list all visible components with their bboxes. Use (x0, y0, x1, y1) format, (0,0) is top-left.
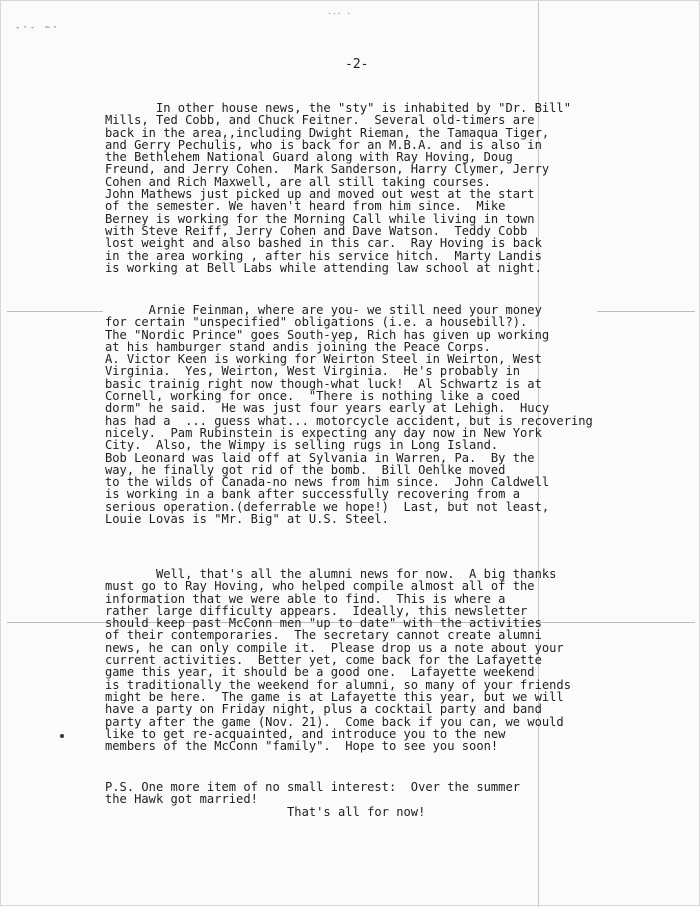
text-line: Cornell, working for once. "There is nothing like a coed (105, 389, 521, 404)
paragraph-alumni-updates (105, 304, 593, 525)
text-line: of their contemporaries. The secretary cannot create alumni (105, 628, 542, 643)
text-line: In other house news, the "sty" is inhabited by "Dr. Bill" (105, 101, 571, 115)
fold-line-right (597, 311, 695, 312)
text-line: Mills, Ted Cobb, and Chuck Feitner. Several old-timers are (105, 113, 535, 128)
text-line: Arnie Feinman, where are you- we still need your money (105, 303, 542, 317)
postscript (105, 781, 520, 818)
page-number: -2- (345, 57, 369, 72)
text-line: Berney is working for the Morning Call while living in town (105, 211, 535, 226)
text-line: basic trainig right now though-what luck! Al Schwartz is at (105, 376, 542, 391)
text-line: current activities. Better yet, come back for the Lafayette (105, 653, 542, 668)
text-line: might be here. The game is at Lafayette this year, but we will (105, 689, 564, 704)
text-line: lost weight and also bashed in this car. Ray Hoving is back (105, 236, 542, 251)
fold-line-left (7, 311, 103, 312)
text-line: the Hawk got married! (105, 792, 258, 807)
text-line: like to get re-acquainted, and introduce you to the new (105, 726, 506, 741)
text-line: with Steve Reiff, Jerry Cohen and Dave Watson. Teddy Cobb (105, 223, 528, 238)
text-line: P.S. One more item of no small interest: Over the summer (105, 780, 521, 794)
text-line: nicely. Pam Rubinstein is expecting any day now in New York (105, 425, 542, 440)
text-line: have a party on Friday night, plus a cocktail party and band (105, 702, 542, 717)
text-line: the Bethlehem National Guard along with Ray Hoving, Doug (105, 150, 513, 165)
text-line: John Mathews just picked up and moved out west at the start (105, 187, 535, 202)
text-line: to the wilds of Canada-no news from him since. John Caldwell (105, 475, 550, 490)
text-line: dorm" he said. He was just four years early at Lehigh. Hucy (105, 401, 550, 416)
text-line: serious operation.(deferrable we hope!) Last, but not least, (105, 499, 550, 514)
punch-dot (60, 734, 64, 738)
text-line: for certain "unspecified" obligations (i.e. a housebill?). (105, 315, 528, 330)
text-line: is working in a bank after successfully recovering from a (105, 487, 521, 502)
text-line: Louie Lovas is "Mr. Big" at U.S. Steel. (105, 512, 389, 527)
corner-scribble: -·- ~· (15, 23, 60, 33)
text-line: is traditionally the weekend for alumni, so many of your friends (105, 677, 571, 692)
text-line: party after the game (Nov. 21). Come back if you can, we would (105, 714, 564, 729)
paragraph-house-news (105, 102, 571, 274)
text-line: information that we were able to find. This is where a (105, 591, 506, 606)
text-line: Bob Leonard was laid off at Sylvania in Warren, Pa. By the (105, 450, 535, 465)
text-line: should keep past McConn men "up to date" with the activities (105, 616, 542, 631)
text-line: Well, that's all the alumni news for now. A big thanks (105, 567, 557, 581)
text-line: rather large difficulty appears. Ideally, this newsletter (105, 603, 528, 618)
text-line: back in the area,,including Dwight Rieman, the Tamaqua Tiger, (105, 125, 550, 140)
text-line: That's all for now! (105, 804, 426, 819)
text-line: way, he finally got rid of the bomb. Bill Oehlke moved (105, 462, 506, 477)
text-line: A. Victor Keen is working for Weirton Steel in Weirton, West (105, 352, 542, 367)
text-line: and Gerry Pechulis, who is back for an M.B.A. and is also in (105, 137, 542, 152)
text-line: Cohen and Rich Maxwell, are all still taking courses. (105, 174, 491, 189)
paragraph-closing (105, 568, 571, 752)
text-line: Virginia. Yes, Weirton, West Virginia. He's probably in (105, 364, 521, 379)
text-line: of the semester. We haven't heard from him since. Mike (105, 199, 506, 214)
text-line: game this year, it should be a good one. Lafayette weekend (105, 665, 535, 680)
text-line: in the area working , after his service hitch. Marty Landis (105, 248, 542, 263)
text-line: has had a ... guess what... motorcycle accident, but is recovering (105, 413, 593, 428)
text-line: City. Also, the Wimpy is selling rugs in Long Island. (105, 438, 499, 453)
text-line: at his hamburger stand andis joining the Peace Corps. (105, 339, 491, 354)
text-line: news, he can only compile it. Please drop us a note about your (105, 640, 564, 655)
text-line: must go to Ray Hoving, who helped compile almost all of the (105, 579, 535, 594)
text-line: members of the McConn "family". Hope to see you soon! (105, 739, 499, 754)
text-line: Freund, and Jerry Cohen. Mark Sanderson, Harry Clymer, Jerry (105, 162, 550, 177)
text-line: is working at Bell Labs while attending law school at night. (105, 260, 542, 275)
top-specks: ·-· · (327, 9, 352, 18)
text-line: The "Nordic Prince" goes South-yep, Rich has given up working (105, 327, 550, 342)
